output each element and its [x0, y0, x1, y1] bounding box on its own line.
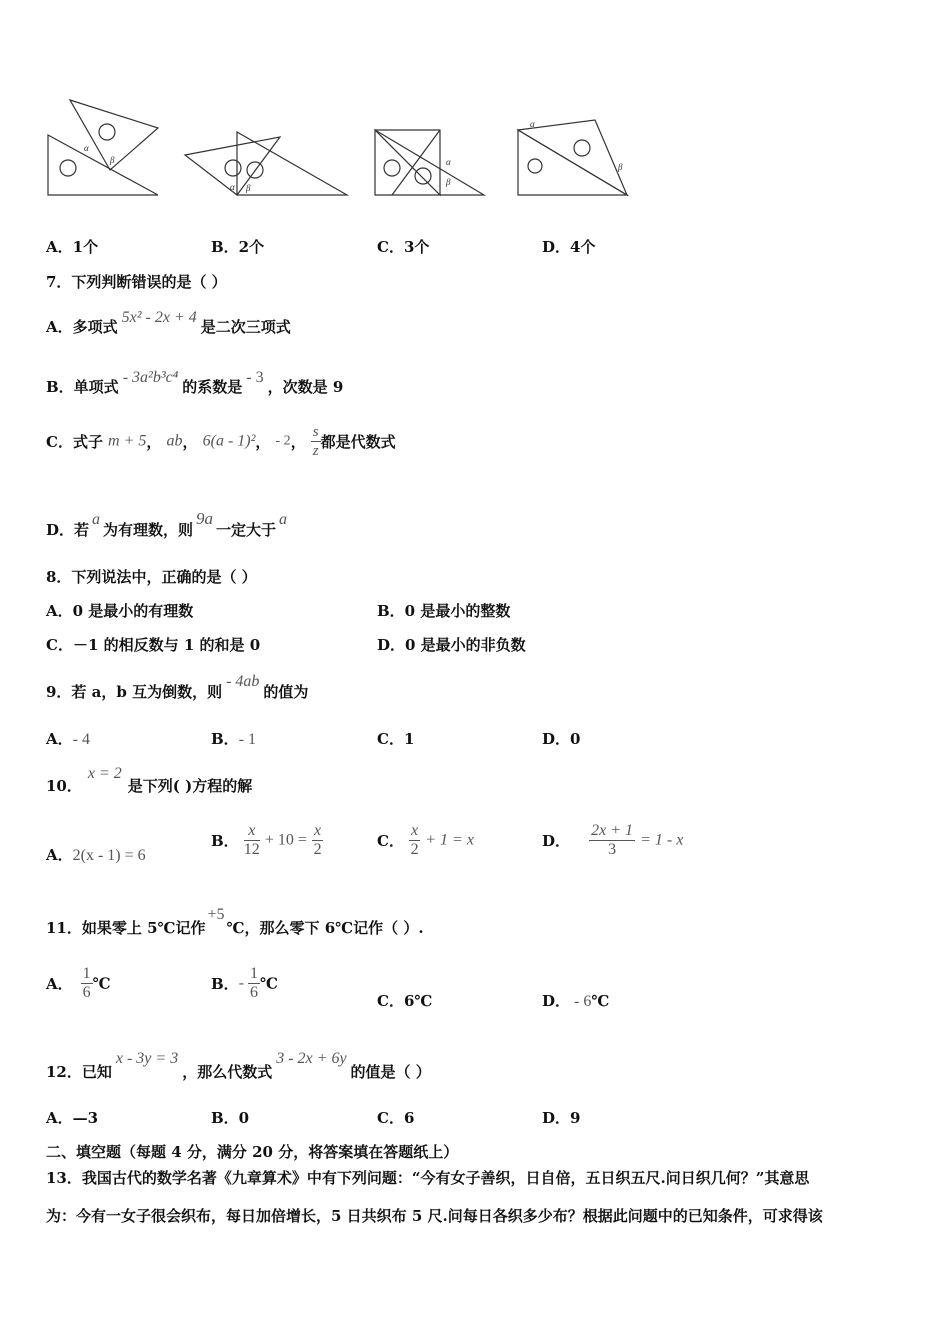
q9-stem: 9．若 a，b 互为倒数，则- 4ab的值为: [46, 673, 309, 701]
q11-option-b: B．- $\frac{1}{6}$ ℃: [211, 965, 278, 1001]
figure-1: [48, 100, 158, 195]
q13-line-1: 13．我国古代的数学名著《九章算术》中有下列问题：“今有女子善织，日自倍，五日织五尺.问日织几何？”其意思: [46, 1169, 810, 1187]
q12-option-c: C．6: [377, 1109, 415, 1127]
q9-option-d: D．0: [542, 730, 581, 748]
q6-option-b: B．2个: [211, 238, 265, 256]
q12-stem: 12．已知x - 3y = 3，那么代数式3 - 2x + 6y的值是（ ）: [46, 1050, 431, 1081]
q8-option-b: B．0 是最小的整数: [377, 602, 511, 620]
q11-option-a: A． $\frac{1}{6}$ ℃: [46, 965, 111, 1001]
svg-text:β: β: [446, 177, 451, 187]
q12-option-a: A．—3: [46, 1109, 99, 1127]
q10-option-c: C． $\frac{x}{2}$ + 1 = x: [377, 822, 474, 858]
svg-text:α: α: [84, 143, 89, 153]
q8-option-d: D．0 是最小的非负数: [377, 636, 526, 654]
q10-stem: 10．x = 2是下列( )方程的解: [46, 765, 253, 795]
q12-option-d: D．9: [542, 1109, 581, 1127]
q9-option-c: C．1: [377, 730, 415, 748]
q8-option-c: C．－1 的相反数与 1 的和是 0: [46, 636, 261, 654]
figure-3: [375, 130, 484, 195]
svg-text:α: α: [446, 157, 451, 167]
q7-option-a: A．多项式5x² - 2x + 4是二次三项式: [46, 309, 291, 336]
q13-line-2: 为：今有一女子很会织布，每日加倍增长，5 日共织布 5 尺.问每日各织多少布？根据此问题中的已知条件，可求得该: [46, 1207, 823, 1225]
q10-option-d: D． $\frac{2x + 1}{3}$ = 1 - x: [542, 822, 684, 858]
q6-option-a: A．1个: [46, 238, 99, 256]
svg-text:β: β: [110, 155, 115, 165]
figure-4: [518, 119, 627, 195]
q8-stem: 8．下列说法中，正确的是（ ）: [46, 568, 257, 586]
q9-option-b: B．- 1: [211, 730, 257, 748]
q9-option-a: A．- 4: [46, 730, 90, 748]
figure-2: [185, 132, 347, 195]
q11-option-c: C．6℃: [377, 992, 433, 1010]
q6-option-d: D．4个: [542, 238, 596, 256]
svg-text:α: α: [230, 182, 235, 192]
triangle-figures: [40, 95, 640, 205]
q7-option-b: B．单项式- 3a²b³c⁴的系数是- 3，次数是 9: [46, 369, 344, 396]
q7-option-d: D．若a为有理数，则9a一定大于a: [46, 509, 288, 539]
q7-stem: 7．下列判断错误的是（ ）: [46, 273, 227, 291]
section-title: 二、填空题（每题 4 分，满分 20 分，将答案填在答题纸上）: [46, 1143, 459, 1161]
q12-option-b: B．0: [211, 1109, 250, 1127]
q11-option-d: D． - 6℃: [542, 992, 610, 1010]
q6-option-c: C．3个: [377, 238, 430, 256]
q10-option-a: A．2(x - 1) = 6: [46, 846, 146, 864]
q11-stem: 11．如果零上 5℃记作+5℃，那么零下 6℃记作（ ）.: [46, 906, 424, 937]
svg-text:β: β: [246, 183, 251, 193]
q7-option-c: C．式子 m + 5， ab， 6(a - 1)²， - 2， $\frac{s}{z}$ 都是代数式: [46, 424, 396, 459]
q8-option-a: A．0 是最小的有理数: [46, 602, 194, 620]
svg-text:β: β: [618, 162, 623, 172]
svg-text:α: α: [530, 119, 535, 129]
q10-option-b: B． $\frac{x}{12}$ + 10 = $\frac{x}{2}$: [211, 822, 322, 858]
